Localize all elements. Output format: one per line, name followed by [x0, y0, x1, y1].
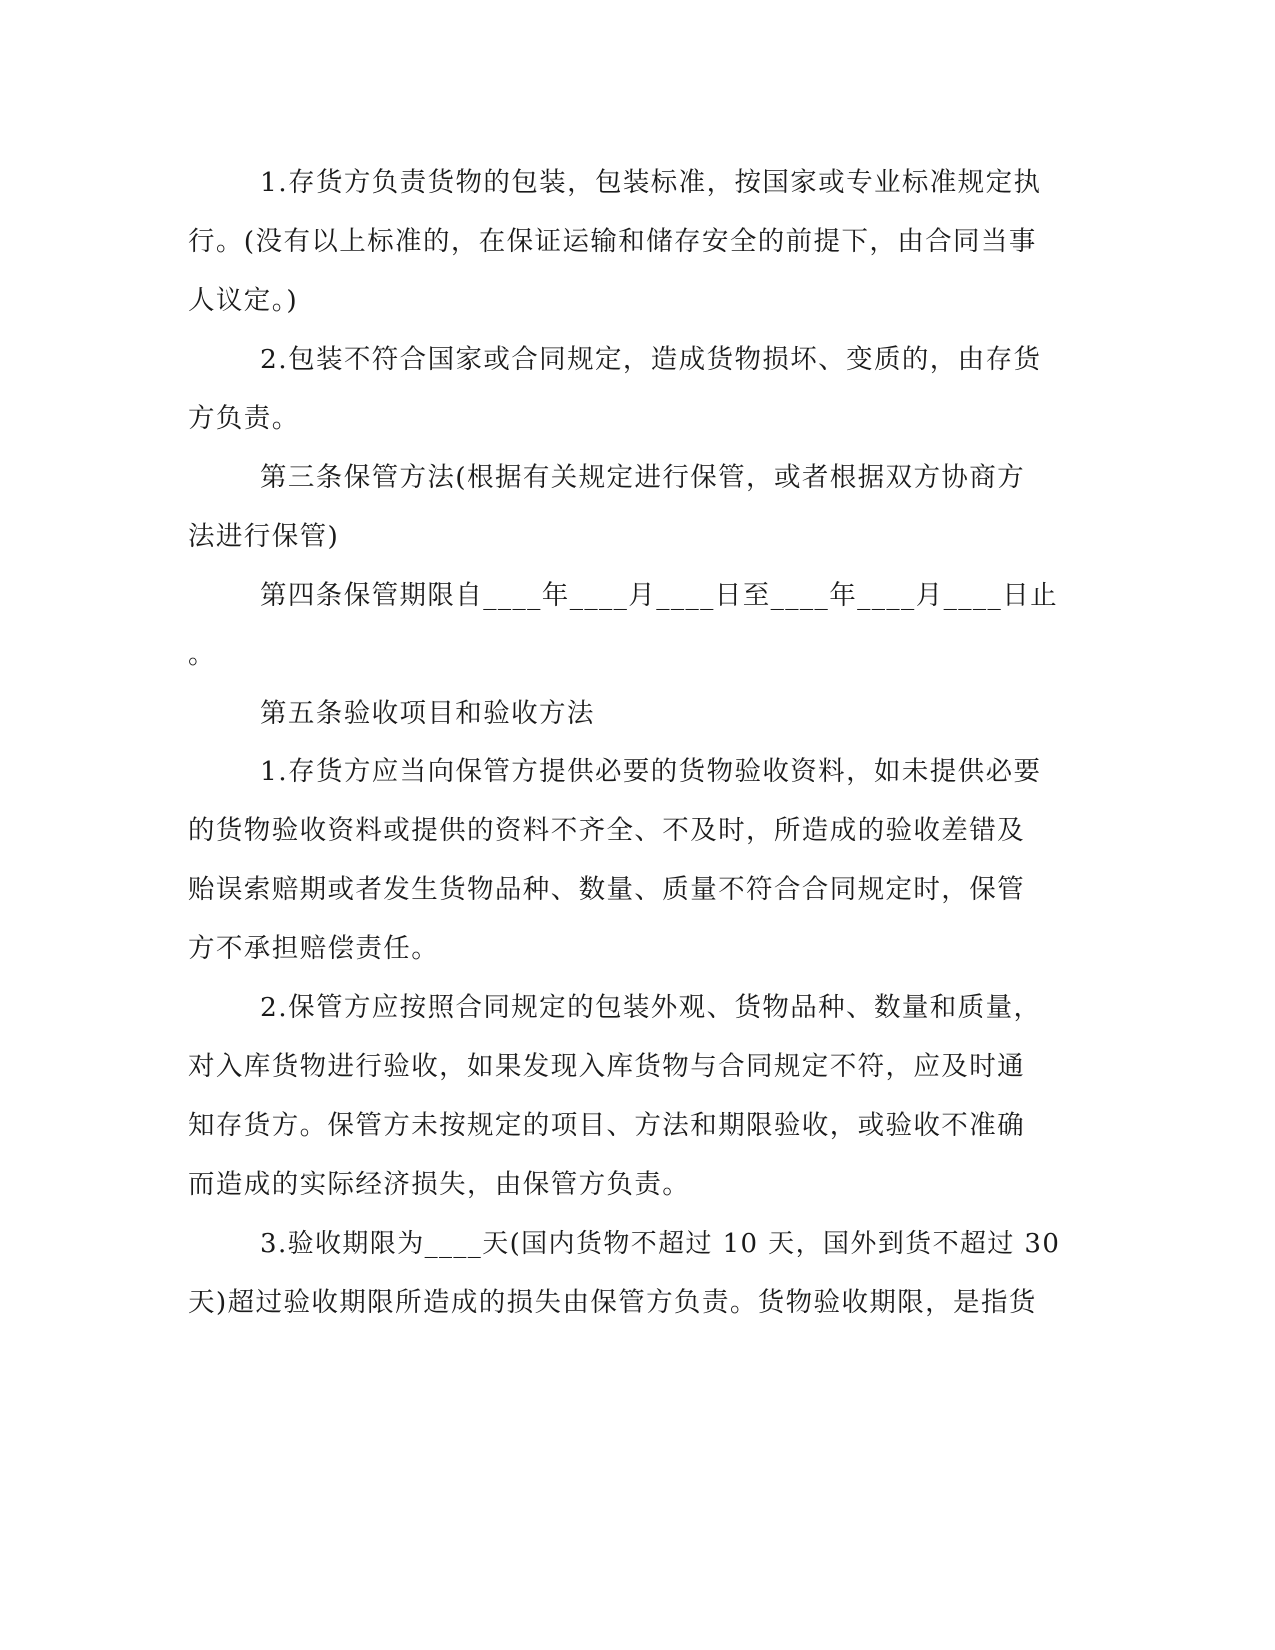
- paragraph-line: 第三条保管方法(根据有关规定进行保管，或者根据双方协商方: [260, 462, 1026, 493]
- paragraph-line: 2.包装不符合国家或合同规定，造成货物损坏、变质的，由存货: [260, 344, 1042, 375]
- paragraph-line: 而造成的实际经济损失，由保管方负责。: [188, 1169, 691, 1200]
- paragraph-line: 。: [188, 639, 216, 670]
- paragraph-line: 对入库货物进行验收，如果发现入库货物与合同规定不符，应及时通: [188, 1051, 1025, 1082]
- paragraph-line: 天)超过验收期限所造成的损失由保管方负责。货物验收期限，是指货: [188, 1287, 1037, 1318]
- paragraph-line: 方负责。: [188, 403, 300, 434]
- paragraph-line: 人议定。): [188, 285, 299, 316]
- paragraph-line: 行。(没有以上标准的，在保证运输和储存安全的前提下，由合同当事: [188, 226, 1037, 257]
- paragraph-line: 法进行保管): [188, 521, 340, 552]
- paragraph-line: 第四条保管期限自____年____月____日至____年____月____日止: [260, 580, 1058, 611]
- paragraph-line: 1.存货方负责货物的包装，包装标准，按国家或专业标准规定执: [260, 167, 1042, 198]
- paragraph-line: 2.保管方应按照合同规定的包装外观、货物品种、数量和质量，: [260, 992, 1042, 1023]
- paragraph-line: 知存货方。保管方未按规定的项目、方法和期限验收，或验收不准确: [188, 1110, 1025, 1141]
- paragraph-line: 方不承担赔偿责任。: [188, 933, 440, 964]
- paragraph-line: 的货物验收资料或提供的资料不齐全、不及时，所造成的验收差错及: [188, 815, 1025, 846]
- paragraph-line: 3.验收期限为____天(国内货物不超过 10 天，国外到货不超过 30: [260, 1229, 1061, 1259]
- paragraph-line: 贻误索赔期或者发生货物品种、数量、质量不符合合同规定时，保管: [188, 874, 1025, 905]
- section-heading: 第五条验收项目和验收方法: [260, 698, 595, 729]
- paragraph-line: 1.存货方应当向保管方提供必要的货物验收资料，如未提供必要: [260, 756, 1042, 787]
